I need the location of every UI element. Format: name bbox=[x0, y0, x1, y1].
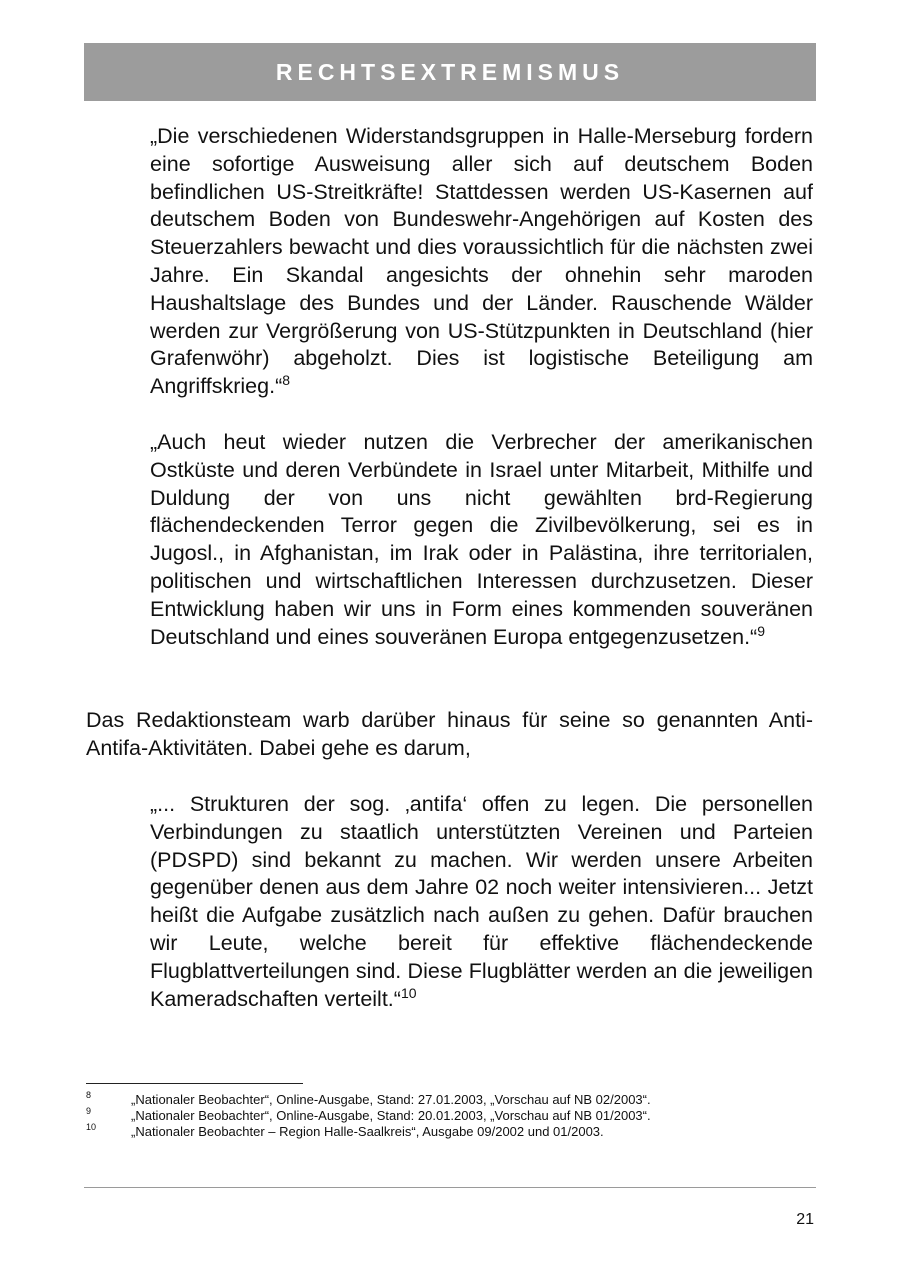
footnote-reference[interactable]: 8 bbox=[282, 372, 291, 389]
body-paragraph: Das Redaktionsteam warb darüber hinaus für seine so genannten Anti-Antifa-Aktivitäten. Dabei gehe es darum, bbox=[86, 708, 813, 760]
footnote-reference[interactable]: 9 bbox=[757, 622, 766, 639]
section-header bbox=[84, 43, 816, 101]
quote-text: „Die verschiedenen Widerstandsgruppen in Halle-Merseburg fordern eine sofortige Ausweisung aller sich auf deutschem Boden befindlichen US-Streitkräfte! Stattdessen werden US-Kasernen auf deutschem Boden von Bundeswehr-Angehörigen auf Kosten des Steuerzahlers bewacht und dies voraussichtlich für die nächsten zwei Jahre. Ein Skandal angesichts der ohnehin sehr maroden Haushaltslage des Bundes und der Länder. Rauschende Wälder werden zur Vergrößerung von US-Stützpunkten in Deutschland (hier Grafenwöhr) abgeholzt. Dies ist logistische Beteiligung am Angriffskrieg.“ bbox=[150, 124, 813, 399]
footnote-text: „Nationaler Beobachter“, Online-Ausgabe, Stand: 20.01.2003, „Vorschau auf NB 01/2003“. bbox=[131, 1108, 651, 1123]
section-title: RECHTSEXTREMISMUS bbox=[275, 58, 625, 85]
footnote-10 bbox=[86, 1124, 813, 1140]
quote-text: „... Strukturen der sog. ‚antifa‘ offen zu legen. Die personellen Verbindungen zu staatlich unterstützten Vereinen und Parteien (PDSPD) sind bekannt zu machen. Wir werden unsere Arbeiten gegenüber denen aus dem Jahre 02 noch weiter intensivieren... Jetzt heißt die Aufgabe zusätzlich nach außen zu gehen. Dafür brauchen wir Leute, welche bereit für effektive flächendeckende Flugblattverteilungen sind. Diese Flugblätter werden an die jeweiligen Kameradschaften verteilt.“ bbox=[150, 792, 813, 1011]
footnotes bbox=[86, 1092, 813, 1140]
footer-rule bbox=[84, 1187, 816, 1188]
block-quote-3 bbox=[150, 791, 813, 1013]
quote-text: „Auch heut wieder nutzen die Verbrecher der amerikanischen Ostküste und deren Verbündete in Israel unter Mitarbeit, Mithilfe und Duldung der von uns nicht gewählten brd-Regierung flächendeckenden Terror gegen die Zivilbevölkerung, sei es in Jugosl., in Afghanistan, im Irak oder in Palästina, ihre territorialen, politischen und wirtschaftlichen Interessen durchzusetzen. Dieser Entwicklung haben wir uns in Form eines kommenden souveränen Deutschland und eines souveränen Europa entgegenzusetzen.“ bbox=[150, 430, 813, 649]
footnote-separator bbox=[86, 1083, 303, 1084]
footnote-number: 8 bbox=[86, 1090, 92, 1100]
footnote-9 bbox=[86, 1108, 813, 1124]
footnote-8 bbox=[86, 1092, 813, 1108]
page-number: 21 bbox=[796, 1211, 814, 1228]
block-quote-1 bbox=[150, 123, 813, 401]
footnote-reference[interactable]: 10 bbox=[400, 984, 417, 1001]
footnote-text: „Nationaler Beobachter – Region Halle-Saalkreis“, Ausgabe 09/2002 und 01/2003. bbox=[131, 1124, 604, 1139]
footnote-text: „Nationaler Beobachter“, Online-Ausgabe, Stand: 27.01.2003, „Vorschau auf NB 02/2003“. bbox=[131, 1092, 651, 1107]
footnote-number: 10 bbox=[86, 1122, 97, 1132]
footnote-number: 9 bbox=[86, 1106, 92, 1116]
block-quote-2 bbox=[150, 429, 813, 651]
